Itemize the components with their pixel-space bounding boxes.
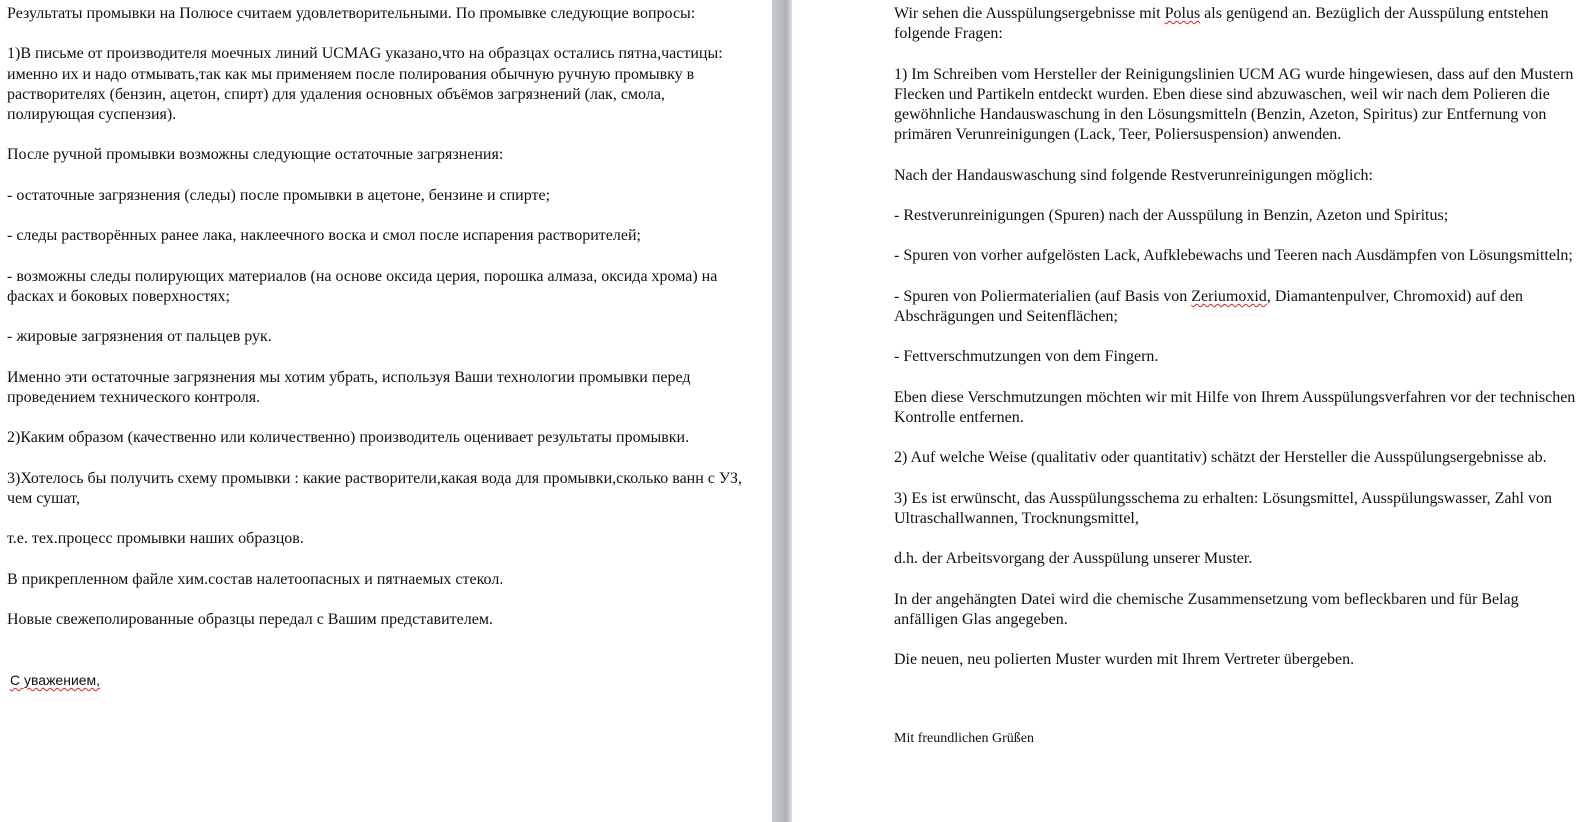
window-split-divider[interactable] (772, 0, 792, 822)
paragraph: Nach der Handauswaschung sind folgende Restverunreinigungen möglich: (894, 166, 1373, 184)
paragraph: - Fettverschmutzungen von dem Fingern. (894, 348, 1159, 366)
paragraph: d.h. der Arbeitsvorgang der Ausspülung unserer Muster. (894, 550, 1253, 568)
paragraph: 1) Im Schreiben vom Hersteller der Reinigungslinien UCM AG wurde hingewiesen, dass auf den Mustern Flecken und Partikeln entdeckt wurden. Eben diese sind abzuwaschen, weil wir nach dem Polieren die gewöhnliche Handauswaschung in den Lösungsmitteln (Benzin, Azeton, Spiritus) zur Entfernung von primären Verunreinigungen (Lack, Teer, Poliersuspension) anwenden. (894, 65, 1574, 144)
paragraph: Die neuen, neu polierten Muster wurden mit Ihrem Vertreter übergeben. (894, 651, 1355, 669)
paragraph: In der angehängten Datei wird die chemische Zusammensetzung vom befleckbaren und für Belag anfälligen Glas angegeben. (894, 590, 1519, 628)
paragraph: После ручной промывки возможны следующие остаточные загрязнения: (7, 146, 504, 164)
signoff-text: С уважением, (10, 672, 101, 689)
paragraph: - Restverunreinigungen (Spuren) nach der Ausspülung in Benzin, Azeton und Spiritus; (894, 206, 1449, 224)
paragraph: - остаточные загрязнения (следы) после промывки в ацетоне, бензине и спирте; (7, 186, 551, 204)
paragraph: Новые свежеполированные образцы передал с Вашим представителем. (7, 610, 493, 628)
paragraph: 2) Auf welche Weise (qualitativ oder quantitativ) schätzt der Hersteller die Ausspülungsergebnisse ab. (894, 449, 1547, 467)
paragraph: В прикрепленном файле хим.состав налетоопасных и пятнаемых стекол. (7, 570, 504, 588)
paragraph (894, 287, 1576, 327)
paragraph: 3) Es ist erwünscht, das Ausspülungsschema zu erhalten: Lösungsmittel, Ausspülungswasser, Zahl von Ultraschallwannen, Trocknungsmittel, (894, 489, 1552, 527)
german-text-column[interactable] (792, 0, 1582, 822)
signoff: Mit freundlichen Grüßen (894, 730, 1034, 746)
paragraph: Именно эти остаточные загрязнения мы хотим убрать, используя Ваши технологии промывки перед проведением технического контроля. (7, 368, 691, 406)
text-run: , Diamantenpulver, Chromoxid) auf den Abschrägungen und Seitenflächen; (894, 287, 1523, 325)
signoff (7, 670, 754, 690)
text-run: Wir sehen die Ausspülungsergebnisse mit (894, 5, 1165, 22)
text-run: - Spuren von Poliermaterialien (auf Basis von (894, 287, 1192, 305)
paragraph: Eben diese Verschmutzungen möchten wir mit Hilfe von Ihrem Ausspülungsverfahren vor der technischen Kontrolle entfernen. (894, 388, 1576, 426)
russian-text-column[interactable] (0, 0, 760, 822)
paragraph: т.е. тех.процесс промывки наших образцов. (7, 530, 304, 548)
paragraph: 2)Каким образом (качественно или количественно) производитель оценивает результаты промывки. (7, 429, 690, 447)
paragraph (894, 4, 1576, 44)
text-run: als genügend an. Bezüglich der Ausspülung entstehen folgende Fragen: (894, 5, 1549, 43)
misspelled-word: Polus (1164, 5, 1201, 22)
paragraph: 3)Хотелось бы получить схему промывки : какие растворители,какая вода для промывки,сколько ванн с УЗ, чем сушат, (7, 469, 743, 507)
paragraph: Результаты промывки на Полюсе считаем удовлетворительными. По промывке следующие вопросы: (7, 5, 696, 22)
paragraph: - Spuren von vorher aufgelösten Lack, Aufklebewachs und Teeren nach Ausdämpfen von Lösungsmitteln; (894, 247, 1573, 265)
misspelled-word: Zeriumoxid (1191, 287, 1267, 305)
paragraph: - следы растворённых ранее лака, наклеечного воска и смол после испарения растворителей; (7, 227, 641, 245)
paragraph: - возможны следы полирующих материалов (на основе оксида церия, порошка алмаза, оксида хрома) на фасках и боковых поверхностях; (7, 267, 718, 305)
paragraph: - жировые загрязнения от пальцев рук. (7, 328, 272, 346)
paragraph: 1)В письме от производителя моечных линий UCMAG указано,что на образцах остались пятна,частицы: именно их и надо отмывать,так как мы применяем после полирования обычную ручную промывку в растворителях (бензин, ацетон, спирт) для удаления основных объёмов загрязнений (лак, смола, полирующая суспензия). (7, 45, 723, 123)
